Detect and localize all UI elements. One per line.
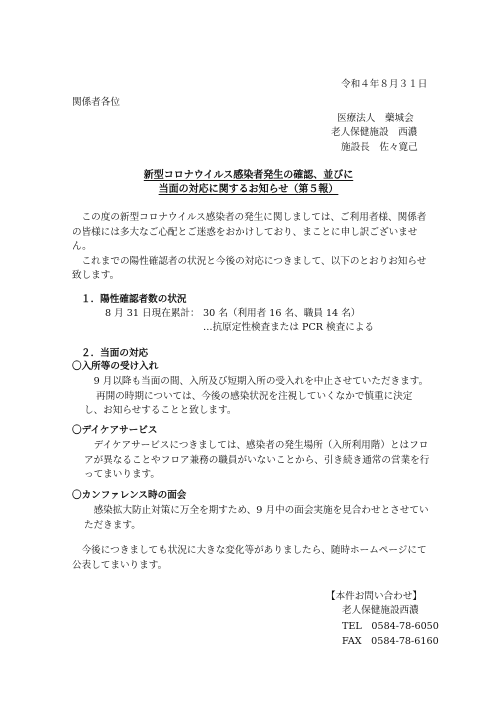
contact-heading: 【本件お問い合わせ】 xyxy=(326,591,422,602)
conference-paragraph-1: 感染拡大防止対策に万全を期すため、9 月中の面会実施を見合わせとさせていただきます。 xyxy=(84,505,429,531)
admission-paragraph-2-text: 再開の時期については、今後の感染状況を注視していくなかで慎重に決定し、お知らせすることと致します。 xyxy=(84,390,413,416)
contact-org: 老人保健施設西濃 xyxy=(342,605,419,616)
count-note: …抗原定性検査または PCR 検査による xyxy=(203,322,375,333)
conference-body xyxy=(72,504,430,533)
notice-title-row2 xyxy=(0,184,497,196)
sender-head: 施設長 佐々寛己 xyxy=(341,142,418,153)
intro xyxy=(72,211,432,284)
closing xyxy=(72,544,432,573)
conference-heading: 〇カンファレンス時の面会 xyxy=(72,490,187,501)
daycare-heading: 〇デイケアサービス xyxy=(72,425,158,436)
count-label: 8 月 31 日現在累計： xyxy=(105,308,200,319)
sender-facility: 老人保健施設 西濃 xyxy=(331,127,418,138)
recipient: 関係者各位 xyxy=(72,97,120,108)
notice-title xyxy=(0,170,497,182)
count-value: 30 名（利用者 16 名、職員 14 名） xyxy=(203,308,361,319)
section1-heading: １．陽性確認者数の状況 xyxy=(81,294,187,305)
daycare-paragraph-1: デイケアサービスにつきましては、感染者の発生場所（入所利用階）とはフロアが異なることやフロア兼務の職員がいないことから、引き続き通常の営業を行ってまいります。 xyxy=(84,440,430,480)
closing-paragraph: 今後につきましても状況に大きな変化等がありましたら、随時ホームページにて公表してまいります。 xyxy=(72,545,427,571)
contact-fax: FAX 0584-78-6160 xyxy=(342,636,439,647)
sender-org: 医療法人 藥城会 xyxy=(337,113,414,124)
document-date: 令和４年８月３１日 xyxy=(341,79,428,90)
intro-paragraph-2: これまでの陽性確認者の状況と今後の対応につきまして、以下のとおりお知らせ致します。 xyxy=(72,255,427,281)
section2-heading: ２．当面の対応 xyxy=(81,348,149,359)
notice-title-line1: 新型コロナウイルス感染者発生の確認、並びに xyxy=(143,170,354,181)
admission-paragraph-1: 9 月以降も当面の間、入所及び短期入所の受入れを中止させていただきます。 xyxy=(93,376,429,387)
daycare-body xyxy=(72,439,430,483)
notice-title-line2: 当面の対応に関するお知らせ（第５報） xyxy=(158,184,339,195)
contact-tel: TEL 0584-78-6050 xyxy=(342,621,439,632)
admission-paragraph-2 xyxy=(72,390,430,419)
admission-heading: 〇入所等の受け入れ xyxy=(72,361,159,372)
intro-paragraph-1: この度の新型コロナウイルス感染者の発生に関しましては、ご利用者様、関係者の皆様には多大なご心配とご迷惑をおかけしており、まことに申し訳ございません。 xyxy=(72,212,427,252)
admission-body xyxy=(72,375,430,419)
